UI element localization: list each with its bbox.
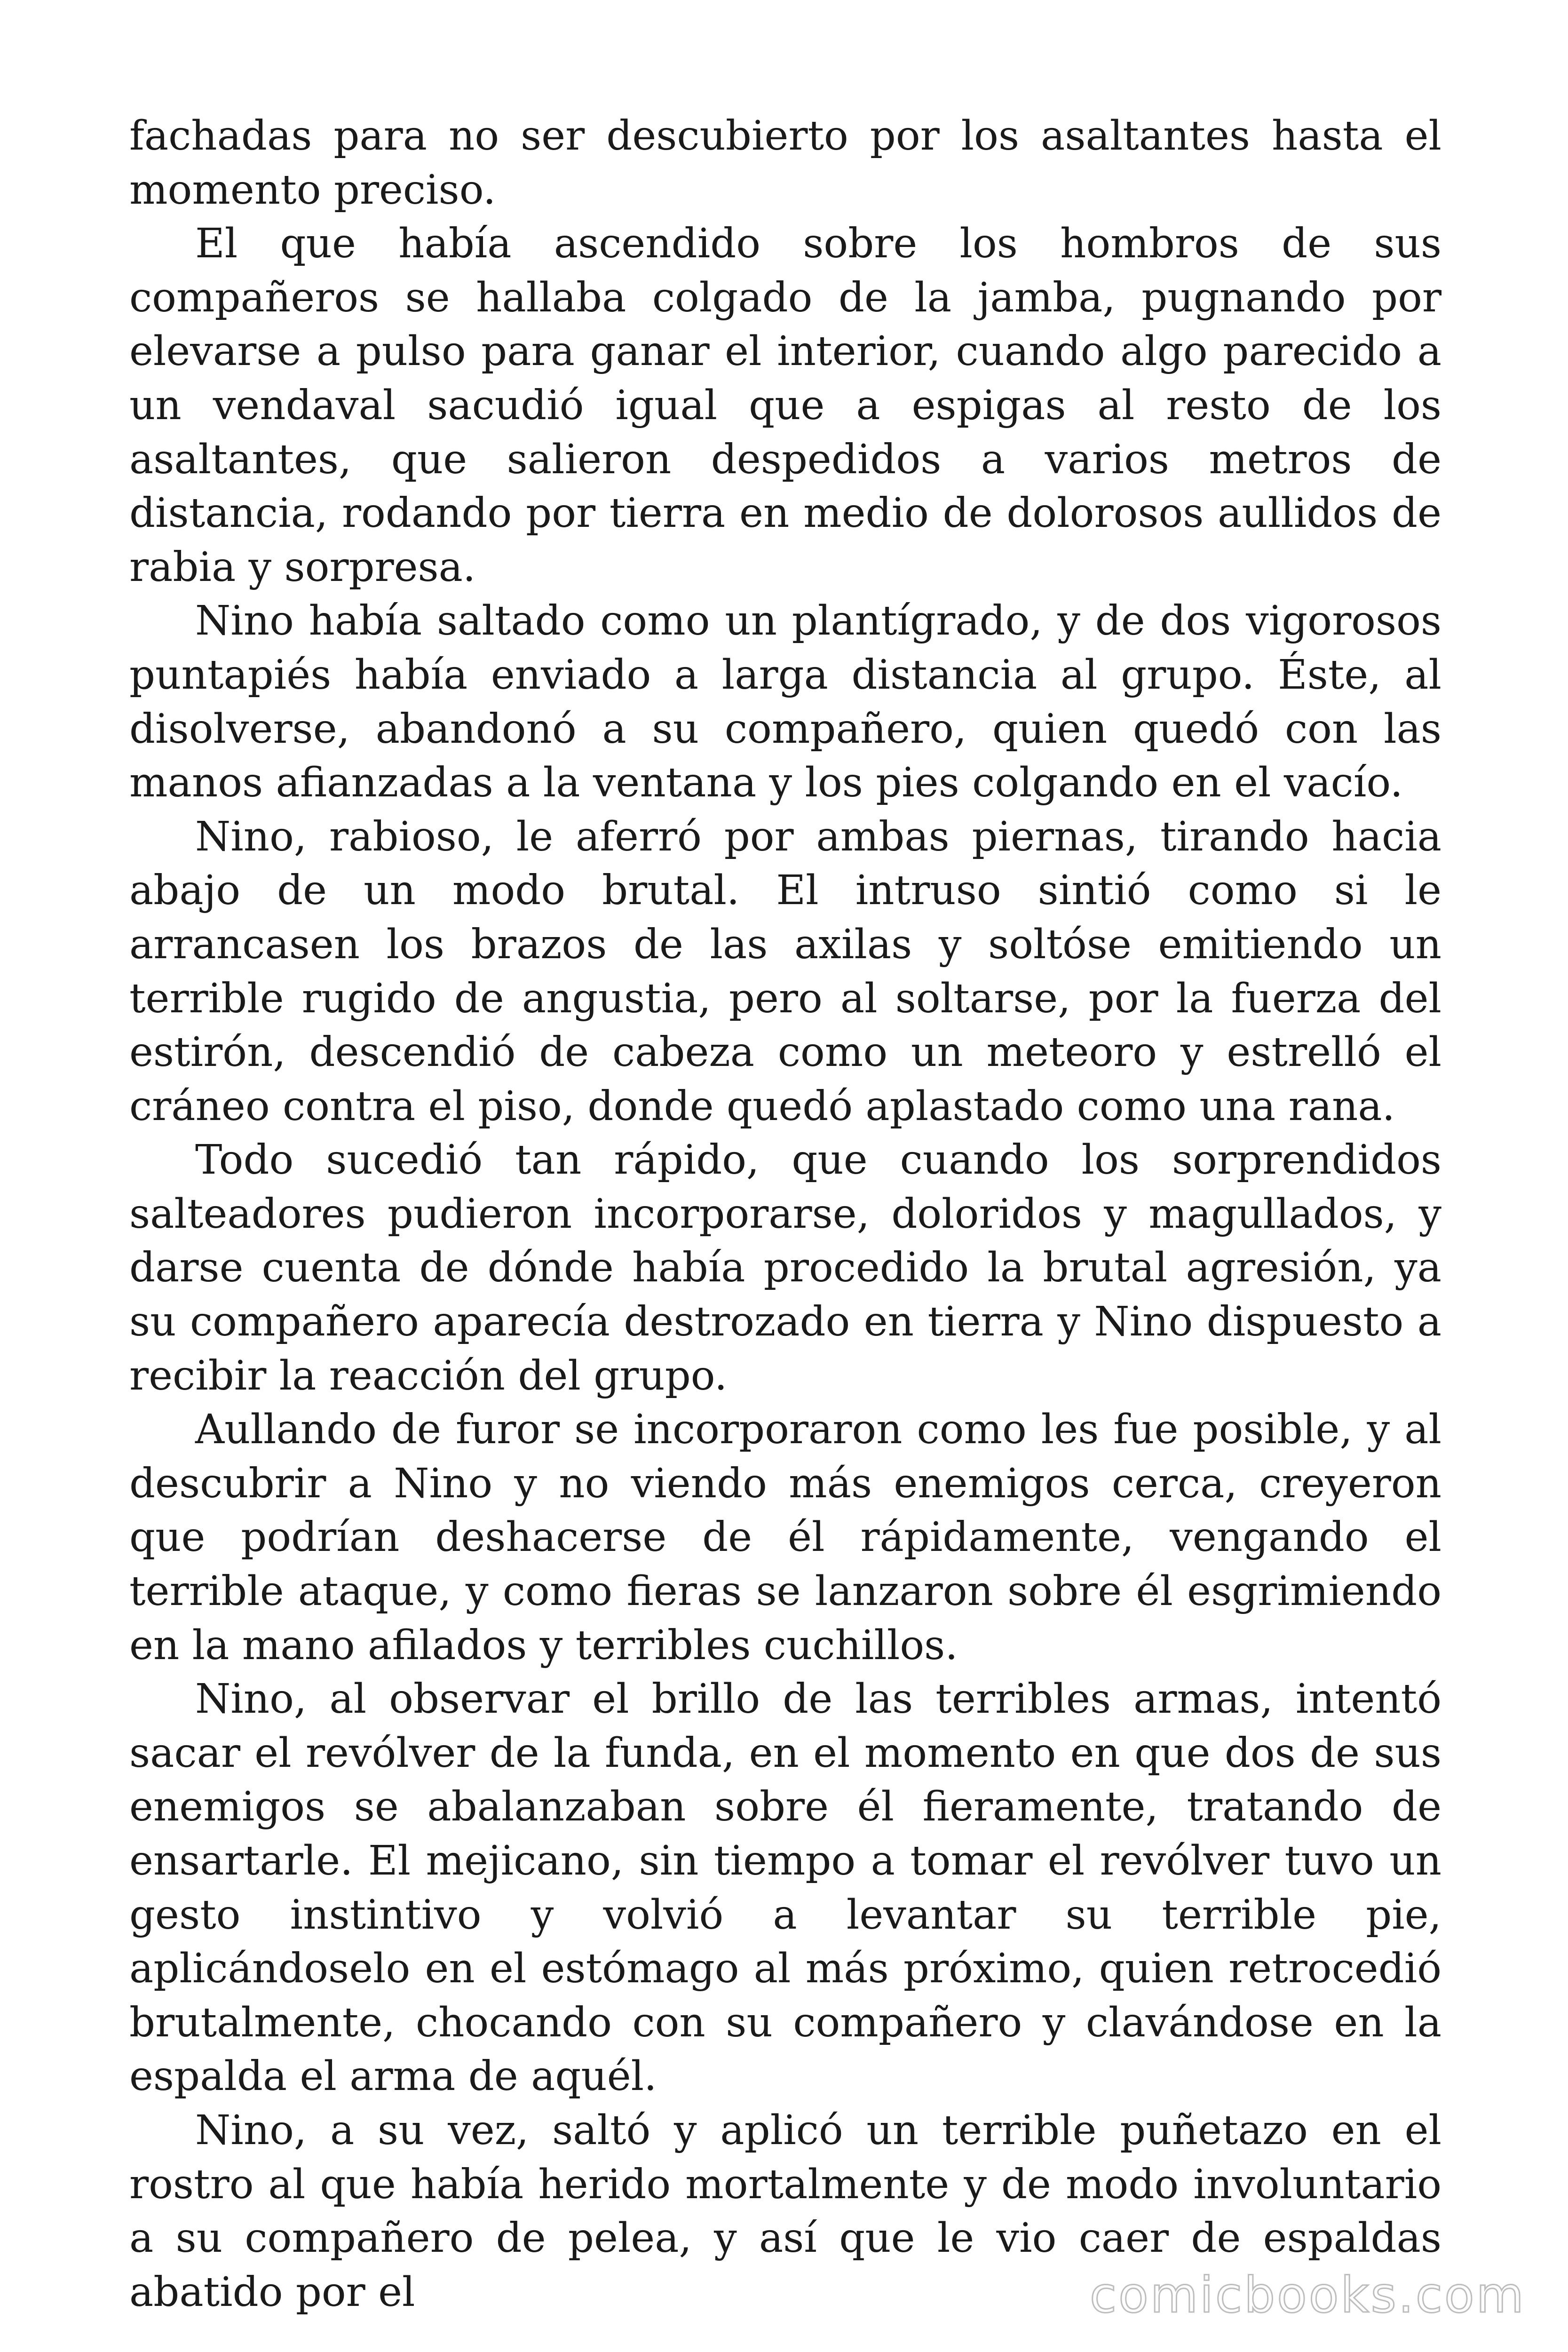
paragraph: Nino, rabioso, le aferró por ambas piernas, tirando hacia abajo de un modo brutal. El intruso sintió como si le arrancasen los brazos de las axilas y soltóse emitiendo un terrible rugido de angustia, pero al soltarse, por la fuerza del estirón, descendió de cabeza como un meteoro y estrelló el cráneo contra el piso, donde quedó aplastado como una rana. [129,813,1441,1130]
paragraph: Nino había saltado como un plantígrado, y de dos vigorosos puntapiés había enviado a larga distancia al grupo. Éste, al disolverse, abandonó a su compañero, quien quedó con las manos afianzadas a la ventana y los pies colgando en el vacío. [129,597,1441,807]
paragraph: Nino, al observar el brillo de las terribles armas, intentó sacar el revólver de la funda, en el momento en que dos de sus enemigos se abalanzaban sobre él fieramente, tratando de ensartarle. El mejicano, sin tiempo a tomar el revólver tuvo un gesto instintivo y volvió a levantar su terrible pie, aplicándoselo en el estómago al más próximo, quien retrocedió brutalmente, chocando con su compañero y clavándose en la espalda el arma de aquél. [129,1676,1441,2100]
paragraph: Nino, a su vez, saltó y aplicó un terrible puñetazo en el rostro al que había herido mortalmente y de modo involuntario a su compañero de pelea, y así que le vio caer de espaldas abatido por el [129,2106,1441,2316]
paragraph: El que había ascendido sobre los hombros de sus compañeros se hallaba colgado de la jamba, pugnando por elevarse a pulso para ganar el interior, cuando algo parecido a un vendaval sacudió igual que a espigas al resto de los asaltantes, que salieron despedidos a varios metros de distancia, rodando por tierra en medio de dolorosos aullidos de rabia y sorpresa. [129,220,1441,591]
paragraph: Todo sucedió tan rápido, que cuando los sorprendidos salteadores pudieron incorporarse, doloridos y magullados, y darse cuenta de dónde había procedido la brutal agresión, ya su compañero aparecía destrozado en tierra y Nino dispuesto a recibir la reacción del grupo. [129,1136,1441,1399]
paragraph: Aullando de furor se incorporaron como les fue posible, y al descubrir a Nino y no viendo más enemigos cerca, creyeron que podrían deshacerse de él rápidamente, vengando el terrible ataque, y como fieras se lanzaron sobre él esgrimiendo en la mano afilados y terribles cuchillos. [129,1406,1441,1669]
paragraph-continuation: fachadas para no ser descubierto por los asaltantes hasta el momento preciso. [129,112,1441,214]
body-text [129,109,1441,2319]
watermark: comicbooks.com [1089,2266,1526,2324]
